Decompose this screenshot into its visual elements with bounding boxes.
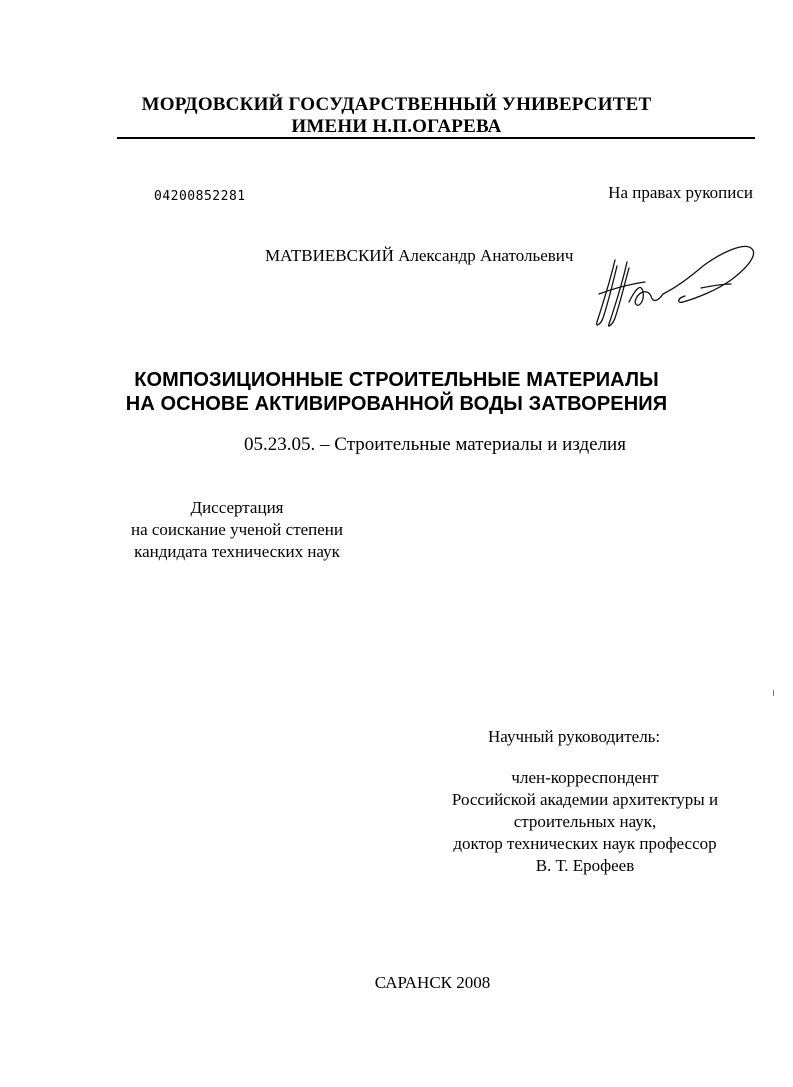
supervisor-details bbox=[425, 767, 745, 877]
rights-note: На правах рукописи bbox=[608, 183, 753, 202]
author-name: МАТВИЕВСКИЙ Александр Анатольевич bbox=[265, 246, 574, 265]
archive-number: 04200852281 bbox=[154, 189, 246, 204]
university-name-line2: ИМЕНИ Н.П.ОГАРЕВА bbox=[291, 116, 502, 137]
degree-statement bbox=[92, 497, 382, 563]
university-name-line1: МОРДОВСКИЙ ГОСУДАРСТВЕННЫЙ УНИВЕРСИТЕТ bbox=[141, 94, 652, 115]
dissertation-title-line1: КОМПОЗИЦИОННЫЕ СТРОИТЕЛЬНЫЕ МАТЕРИАЛЫ bbox=[134, 369, 659, 391]
supervisor-title-line1: член-корреспондент bbox=[511, 768, 659, 787]
supervisor-title-line2: Российской академии архитектуры и bbox=[451, 790, 719, 809]
degree-statement-line2: на соискание ученой степени bbox=[130, 520, 344, 539]
supervisor-name: В. Т. Ерофеев bbox=[535, 856, 635, 875]
scan-speck bbox=[773, 690, 774, 696]
header-divider bbox=[117, 137, 755, 139]
degree-statement-line1: Диссертация bbox=[190, 498, 284, 517]
specialty-code: 05.23.05. – Строительные материалы и изделия bbox=[244, 434, 626, 455]
city-year: САРАНСК 2008 bbox=[374, 973, 491, 992]
dissertation-title-line2: НА ОСНОВЕ АКТИВИРОВАННОЙ ВОДЫ ЗАТВОРЕНИЯ bbox=[125, 393, 668, 415]
handwritten-signature bbox=[585, 232, 760, 332]
supervisor-title-line4: доктор технических наук профессор bbox=[453, 834, 717, 853]
supervisor-title-line3: строительных наук, bbox=[513, 812, 657, 831]
supervisor-label: Научный руководитель: bbox=[488, 727, 661, 746]
degree-statement-line3: кандидата технических наук bbox=[134, 542, 340, 561]
